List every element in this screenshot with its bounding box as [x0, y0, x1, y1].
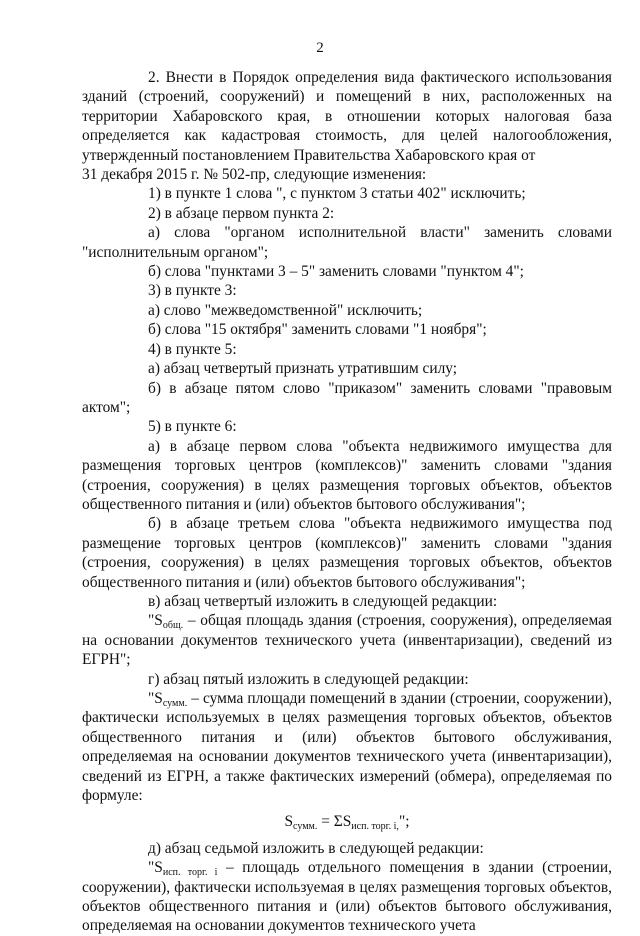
definition-s-isp: "$S_{исп. торг. i}$ – площадь отдельного помещения в здании (строении, сооружении), фактически используемая в целях размещения торговых объектов, объектов общественного питания и (или) объектов бытового обслуживания, определяемая на основании документов технического учета: [82, 859, 612, 935]
item-5d: д) абзац седьмой изложить в следующей редакции:: [148, 839, 484, 857]
item-4a: а) абзац четвертый признать утратившим силу;: [148, 360, 458, 378]
formula-lhs: S: [284, 813, 294, 831]
item-5v: в) абзац четвертый изложить в следующей редакции:: [148, 592, 498, 610]
page-number: 2: [316, 40, 324, 56]
symbol-subscript: сумм.: [162, 698, 188, 709]
definition-s-summ: "$S_{сумм.}$ – сумма площади помещений в здании (строении, сооружении), фактически используемых в целях размещения торговых объектов, объектов общественного питания и (или) объектов бытового обслуживания, определяемая на основании документов технического учета (инвентаризации), сведений из ЕГРН, а также фактических измерений (обмера), определяемая по формуле:: [82, 690, 612, 805]
item-3a: а) слово "межведомственной" исключить;: [148, 301, 423, 319]
item-3: 3) в пункте 3:: [148, 282, 237, 300]
definition-text: – общая площадь здания (строения, сооружения), определяемая на основании документов технического учета (инвентаризации), сведений из ЕГРН";: [82, 612, 612, 669]
item-2: 2) в абзаце первом пункта 2:: [148, 204, 335, 222]
formula: [82, 812, 612, 831]
definition-s-obsh: "$S_{общ.}$ – общая площадь здания (строения, сооружения), определяемая на основании документов технического учета (инвентаризации), сведений из ЕГРН";: [82, 612, 612, 669]
item-2b: б) слова "пунктами 3 – 5" заменить словами "пунктом 4";: [148, 263, 524, 281]
formula-end: ";: [398, 813, 410, 831]
item-5a: а) в абзаце первом слова "объекта недвижимого имущества для размещения торговых центров (комплексов)" заменить словами "здания (строения, сооружения) в целях размещения торговых объектов, объектов общественного питания и (или) объектов бытового обслуживания";: [82, 437, 612, 513]
definition-text: – сумма площади помещений в здании (строении, сооружении), фактически используемых в целях размещения торговых объектов, объектов общественного питания и (или) объектов бытового обслуживания, определяемая на основании документов технического учета (инвентаризации), сведений из ЕГРН, а также фактических измерений (обмера), определяемая по формуле:: [82, 690, 612, 805]
document-body: [82, 68, 612, 936]
formula-rhs-subscript: исп. торг. i,: [351, 821, 399, 833]
item-3b: б) слова "15 октября" заменить словами "1 ноября";: [148, 321, 487, 339]
item-5: 5) в пункте 6:: [148, 418, 237, 436]
item-5g: г) абзац пятый изложить в следующей редакции:: [148, 670, 469, 688]
formula-lhs-subscript: сумм.: [293, 821, 318, 833]
item-2a-line1: а) слова "органом исполнительной власти" заменить словами: [148, 224, 612, 242]
symbol-s: S: [154, 612, 163, 630]
formula-sum: = ΣS: [317, 813, 352, 831]
item-4: 4) в пункте 5:: [148, 340, 237, 358]
symbol-subscript: исп. торг. i: [162, 867, 218, 879]
symbol-s: S: [154, 859, 163, 877]
symbol-s: S: [154, 690, 163, 707]
item-1: 1) в пункте 1 слова ", с пунктом 3 статьи 402" исключить;: [148, 185, 526, 203]
definition-text: – площадь отдельного помещения в здании (строении, сооружении), фактически используемая в целях размещения торговых объектов, объектов общественного питания и (или) объектов бытового обслуживания, определяемая на основании документов технического учета: [82, 859, 612, 935]
item-2a-line2: "исполнительным органом";: [82, 243, 269, 261]
item-4b: б) в абзаце пятом слово "приказом" заменить словами "правовым актом";: [82, 379, 612, 416]
symbol-subscript: общ.: [162, 620, 184, 632]
item-5b: б) в абзаце третьем слова "объекта недвижимого имущества под размещение торговых центров (комплексов)" заменить словами "здания (строения, сооружения) в целях размещения торговых объектов, объектов общественного питания и (или) объектов бытового обслуживания";: [82, 515, 612, 591]
paragraph-intro: 2. Внести в Порядок определения вида фактического использования зданий (строений, сооружений) и помещений в них, расположенных на территории Хабаровского края, в отношении которых налоговая база определяется как кадастровая стоимость, для целей налогообложения, утвержденный постановлением Правительства Хабаровского края от: [82, 69, 612, 164]
paragraph-intro-end: 31 декабря 2015 г. № 502-пр, следующие изменения:: [82, 166, 427, 184]
